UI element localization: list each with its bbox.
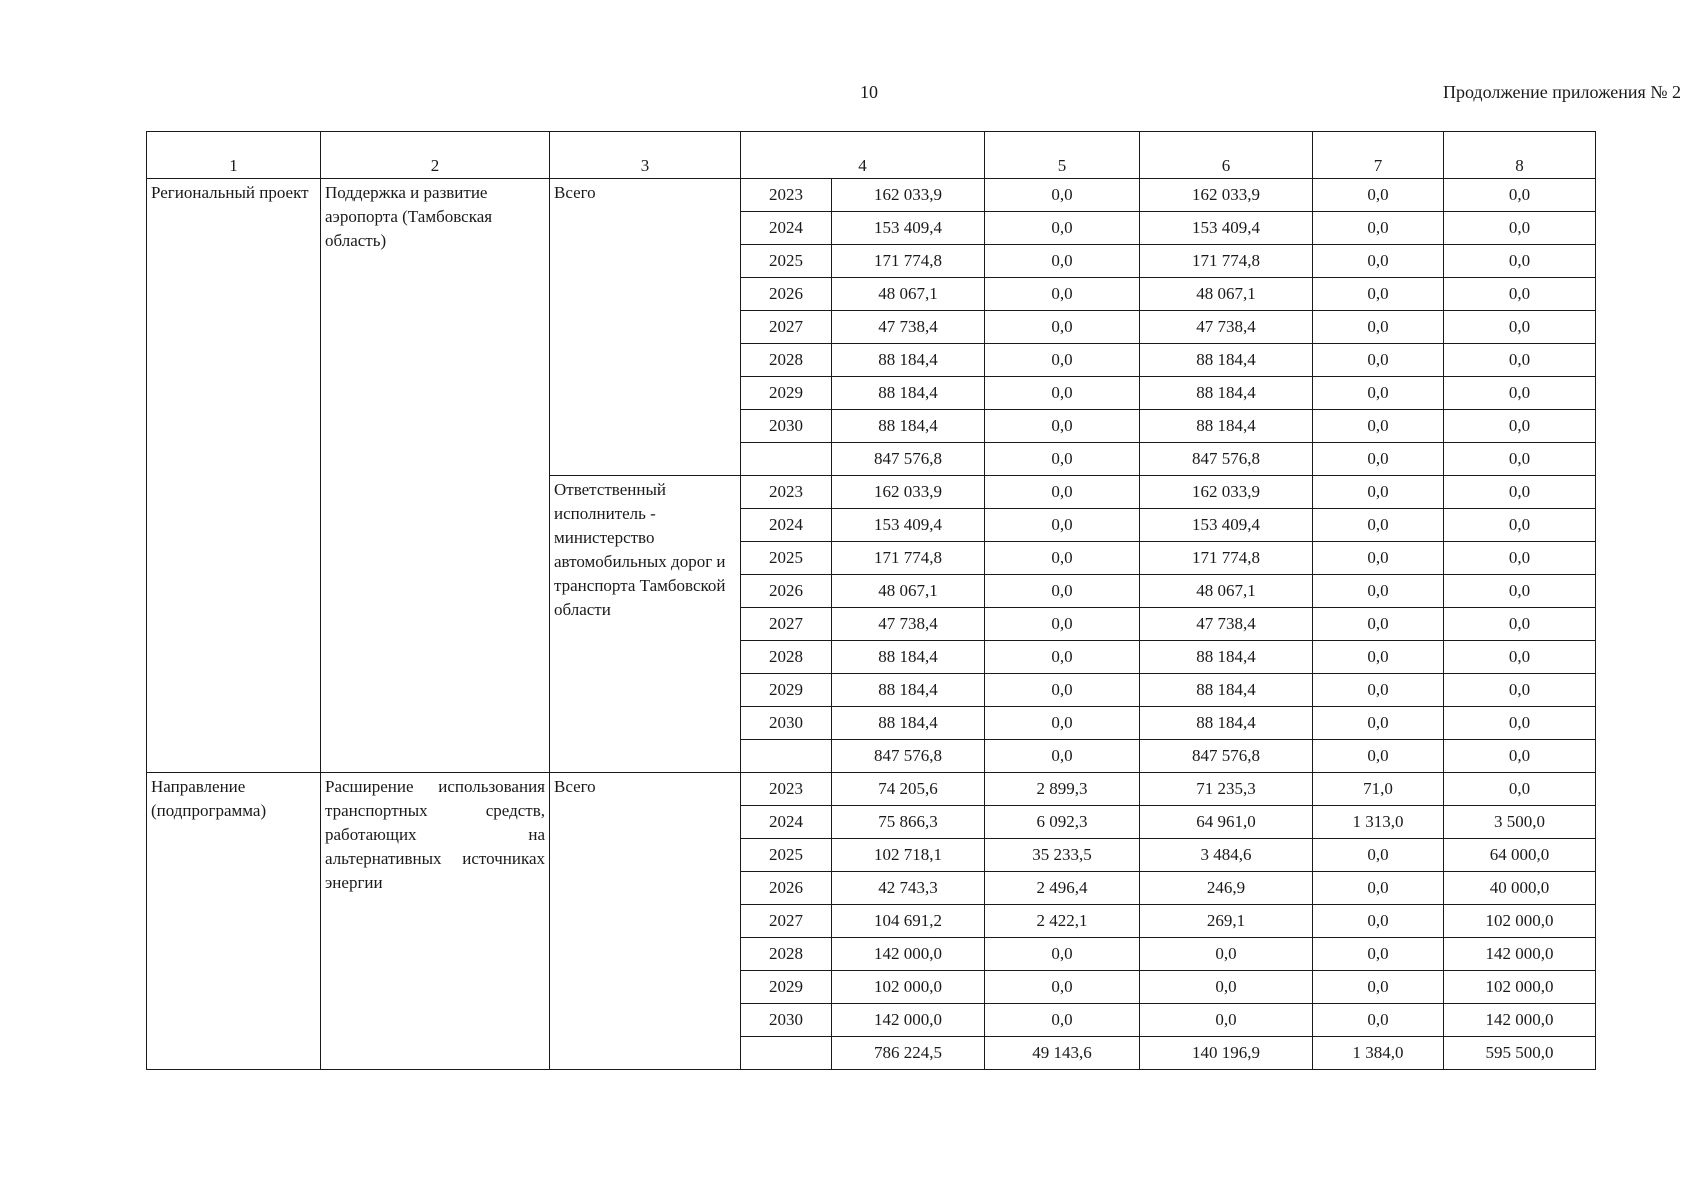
federal-value-cell: 2 422,1 xyxy=(985,905,1140,938)
other-value-cell: 142 000,0 xyxy=(1444,938,1596,971)
total-value-cell: 88 184,4 xyxy=(832,674,985,707)
federal-value-cell: 0,0 xyxy=(985,542,1140,575)
other-value-cell: 0,0 xyxy=(1444,509,1596,542)
total-value-cell: 88 184,4 xyxy=(832,410,985,443)
year-cell: 2027 xyxy=(741,905,832,938)
regional-value-cell: 162 033,9 xyxy=(1140,476,1313,509)
year-cell: 2023 xyxy=(741,179,832,212)
total-value-cell: 48 067,1 xyxy=(832,575,985,608)
column-number: 3 xyxy=(550,132,741,179)
regional-value-cell: 48 067,1 xyxy=(1140,278,1313,311)
other-value-cell: 0,0 xyxy=(1444,608,1596,641)
other-value-cell: 102 000,0 xyxy=(1444,905,1596,938)
regional-value-cell: 269,1 xyxy=(1140,905,1313,938)
year-cell: 2030 xyxy=(741,410,832,443)
total-value-cell: 162 033,9 xyxy=(832,179,985,212)
item-name-cell: Поддержка и развитие аэропорта (Тамбовская область) xyxy=(321,179,550,773)
regional-value-cell: 0,0 xyxy=(1140,938,1313,971)
total-value-cell: 142 000,0 xyxy=(832,1004,985,1037)
total-value-cell: 47 738,4 xyxy=(832,608,985,641)
other-value-cell: 40 000,0 xyxy=(1444,872,1596,905)
total-value-cell: 88 184,4 xyxy=(832,344,985,377)
other-value-cell: 0,0 xyxy=(1444,443,1596,476)
other-value-cell: 595 500,0 xyxy=(1444,1037,1596,1070)
regional-value-cell: 847 576,8 xyxy=(1140,443,1313,476)
item-name-cell: Расширение использования транспортных средств, работающих на альтернативных источниках энергии xyxy=(321,773,550,1070)
federal-value-cell: 49 143,6 xyxy=(985,1037,1140,1070)
regional-value-cell: 171 774,8 xyxy=(1140,245,1313,278)
federal-value-cell: 35 233,5 xyxy=(985,839,1140,872)
regional-value-cell: 71 235,3 xyxy=(1140,773,1313,806)
other-value-cell: 3 500,0 xyxy=(1444,806,1596,839)
item-type-cell: Региональный проект xyxy=(147,179,321,773)
local-value-cell: 0,0 xyxy=(1313,344,1444,377)
year-cell: 2024 xyxy=(741,212,832,245)
other-value-cell: 0,0 xyxy=(1444,674,1596,707)
federal-value-cell: 0,0 xyxy=(985,641,1140,674)
federal-value-cell: 0,0 xyxy=(985,377,1140,410)
local-value-cell: 0,0 xyxy=(1313,641,1444,674)
year-cell: 2027 xyxy=(741,608,832,641)
local-value-cell: 0,0 xyxy=(1313,872,1444,905)
other-value-cell: 0,0 xyxy=(1444,278,1596,311)
year-cell: 2025 xyxy=(741,839,832,872)
total-value-cell: 142 000,0 xyxy=(832,938,985,971)
year-cell: 2024 xyxy=(741,509,832,542)
regional-value-cell: 88 184,4 xyxy=(1140,674,1313,707)
local-value-cell: 0,0 xyxy=(1313,674,1444,707)
other-value-cell: 0,0 xyxy=(1444,773,1596,806)
other-value-cell: 0,0 xyxy=(1444,575,1596,608)
other-value-cell: 0,0 xyxy=(1444,542,1596,575)
total-value-cell: 786 224,5 xyxy=(832,1037,985,1070)
regional-value-cell: 0,0 xyxy=(1140,971,1313,1004)
other-value-cell: 102 000,0 xyxy=(1444,971,1596,1004)
regional-value-cell: 847 576,8 xyxy=(1140,740,1313,773)
local-value-cell: 0,0 xyxy=(1313,839,1444,872)
regional-value-cell: 153 409,4 xyxy=(1140,212,1313,245)
column-number: 7 xyxy=(1313,132,1444,179)
federal-value-cell: 0,0 xyxy=(985,707,1140,740)
year-cell: 2028 xyxy=(741,641,832,674)
year-cell: 2026 xyxy=(741,872,832,905)
local-value-cell: 0,0 xyxy=(1313,245,1444,278)
federal-value-cell: 2 899,3 xyxy=(985,773,1140,806)
other-value-cell: 0,0 xyxy=(1444,311,1596,344)
local-value-cell: 0,0 xyxy=(1313,938,1444,971)
local-value-cell: 0,0 xyxy=(1313,278,1444,311)
year-cell: 2027 xyxy=(741,311,832,344)
total-value-cell: 75 866,3 xyxy=(832,806,985,839)
year-cell xyxy=(741,1037,832,1070)
year-cell: 2023 xyxy=(741,476,832,509)
other-value-cell: 0,0 xyxy=(1444,245,1596,278)
total-value-cell: 153 409,4 xyxy=(832,509,985,542)
local-value-cell: 0,0 xyxy=(1313,707,1444,740)
local-value-cell: 0,0 xyxy=(1313,542,1444,575)
total-value-cell: 104 691,2 xyxy=(832,905,985,938)
year-cell: 2024 xyxy=(741,806,832,839)
total-value-cell: 48 067,1 xyxy=(832,278,985,311)
other-value-cell: 0,0 xyxy=(1444,212,1596,245)
local-value-cell: 1 384,0 xyxy=(1313,1037,1444,1070)
regional-value-cell: 47 738,4 xyxy=(1140,608,1313,641)
local-value-cell: 0,0 xyxy=(1313,377,1444,410)
year-cell xyxy=(741,443,832,476)
regional-value-cell: 48 067,1 xyxy=(1140,575,1313,608)
total-value-cell: 88 184,4 xyxy=(832,377,985,410)
regional-value-cell: 88 184,4 xyxy=(1140,641,1313,674)
total-value-cell: 153 409,4 xyxy=(832,212,985,245)
federal-value-cell: 0,0 xyxy=(985,1004,1140,1037)
other-value-cell: 0,0 xyxy=(1444,476,1596,509)
table-row xyxy=(147,773,1596,806)
federal-value-cell: 0,0 xyxy=(985,938,1140,971)
appendix-continuation-label: Продолжение приложения № 2 xyxy=(1442,82,1681,102)
executor-cell: Всего xyxy=(550,773,741,1070)
column-number: 1 xyxy=(147,132,321,179)
column-number: 6 xyxy=(1140,132,1313,179)
regional-value-cell: 171 774,8 xyxy=(1140,542,1313,575)
total-value-cell: 162 033,9 xyxy=(832,476,985,509)
local-value-cell: 0,0 xyxy=(1313,575,1444,608)
executor-cell: Ответственный исполнитель - министерство автомобильных дорог и транспорта Тамбовской области xyxy=(550,476,741,773)
total-value-cell: 42 743,3 xyxy=(832,872,985,905)
local-value-cell: 0,0 xyxy=(1313,608,1444,641)
year-cell: 2029 xyxy=(741,377,832,410)
total-value-cell: 847 576,8 xyxy=(832,740,985,773)
regional-value-cell: 140 196,9 xyxy=(1140,1037,1313,1070)
federal-value-cell: 0,0 xyxy=(985,740,1140,773)
executor-cell: Всего xyxy=(550,179,741,476)
federal-value-cell: 0,0 xyxy=(985,509,1140,542)
regional-value-cell: 246,9 xyxy=(1140,872,1313,905)
local-value-cell: 0,0 xyxy=(1313,443,1444,476)
regional-value-cell: 88 184,4 xyxy=(1140,410,1313,443)
local-value-cell: 0,0 xyxy=(1313,905,1444,938)
federal-value-cell: 0,0 xyxy=(985,410,1140,443)
other-value-cell: 0,0 xyxy=(1444,641,1596,674)
total-value-cell: 171 774,8 xyxy=(832,542,985,575)
year-cell: 2025 xyxy=(741,542,832,575)
regional-value-cell: 153 409,4 xyxy=(1140,509,1313,542)
year-cell: 2028 xyxy=(741,938,832,971)
column-number: 8 xyxy=(1444,132,1596,179)
federal-value-cell: 0,0 xyxy=(985,179,1140,212)
table-row xyxy=(147,179,1596,212)
year-cell: 2030 xyxy=(741,707,832,740)
regional-value-cell: 162 033,9 xyxy=(1140,179,1313,212)
table-body xyxy=(147,179,1596,1070)
local-value-cell: 0,0 xyxy=(1313,509,1444,542)
year-cell: 2026 xyxy=(741,575,832,608)
year-cell: 2026 xyxy=(741,278,832,311)
federal-value-cell: 0,0 xyxy=(985,674,1140,707)
other-value-cell: 0,0 xyxy=(1444,707,1596,740)
federal-value-cell: 0,0 xyxy=(985,971,1140,1004)
column-number: 5 xyxy=(985,132,1140,179)
local-value-cell: 0,0 xyxy=(1313,971,1444,1004)
federal-value-cell: 0,0 xyxy=(985,476,1140,509)
local-value-cell: 0,0 xyxy=(1313,476,1444,509)
federal-value-cell: 0,0 xyxy=(985,245,1140,278)
page-number: 10 xyxy=(860,82,878,102)
year-cell xyxy=(741,740,832,773)
other-value-cell: 64 000,0 xyxy=(1444,839,1596,872)
column-number-row xyxy=(147,132,1596,179)
regional-value-cell: 88 184,4 xyxy=(1140,707,1313,740)
year-cell: 2028 xyxy=(741,344,832,377)
local-value-cell: 71,0 xyxy=(1313,773,1444,806)
other-value-cell: 0,0 xyxy=(1444,344,1596,377)
year-cell: 2025 xyxy=(741,245,832,278)
item-type-cell: Направление (подпрограмма) xyxy=(147,773,321,1070)
column-number: 4 xyxy=(741,132,985,179)
federal-value-cell: 2 496,4 xyxy=(985,872,1140,905)
local-value-cell: 0,0 xyxy=(1313,410,1444,443)
regional-value-cell: 64 961,0 xyxy=(1140,806,1313,839)
local-value-cell: 0,0 xyxy=(1313,1004,1444,1037)
other-value-cell: 0,0 xyxy=(1444,377,1596,410)
total-value-cell: 102 000,0 xyxy=(832,971,985,1004)
total-value-cell: 74 205,6 xyxy=(832,773,985,806)
federal-value-cell: 0,0 xyxy=(985,344,1140,377)
total-value-cell: 47 738,4 xyxy=(832,311,985,344)
regional-value-cell: 88 184,4 xyxy=(1140,377,1313,410)
total-value-cell: 88 184,4 xyxy=(832,707,985,740)
year-cell: 2030 xyxy=(741,1004,832,1037)
total-value-cell: 102 718,1 xyxy=(832,839,985,872)
local-value-cell: 1 313,0 xyxy=(1313,806,1444,839)
local-value-cell: 0,0 xyxy=(1313,212,1444,245)
federal-value-cell: 0,0 xyxy=(985,212,1140,245)
regional-value-cell: 88 184,4 xyxy=(1140,344,1313,377)
local-value-cell: 0,0 xyxy=(1313,179,1444,212)
year-cell: 2023 xyxy=(741,773,832,806)
federal-value-cell: 0,0 xyxy=(985,278,1140,311)
federal-value-cell: 0,0 xyxy=(985,575,1140,608)
regional-value-cell: 0,0 xyxy=(1140,1004,1313,1037)
federal-value-cell: 0,0 xyxy=(985,608,1140,641)
total-value-cell: 171 774,8 xyxy=(832,245,985,278)
federal-value-cell: 0,0 xyxy=(985,311,1140,344)
column-number: 2 xyxy=(321,132,550,179)
local-value-cell: 0,0 xyxy=(1313,311,1444,344)
regional-value-cell: 3 484,6 xyxy=(1140,839,1313,872)
year-cell: 2029 xyxy=(741,674,832,707)
other-value-cell: 0,0 xyxy=(1444,740,1596,773)
other-value-cell: 0,0 xyxy=(1444,179,1596,212)
local-value-cell: 0,0 xyxy=(1313,740,1444,773)
other-value-cell: 142 000,0 xyxy=(1444,1004,1596,1037)
total-value-cell: 88 184,4 xyxy=(832,641,985,674)
other-value-cell: 0,0 xyxy=(1444,410,1596,443)
federal-value-cell: 6 092,3 xyxy=(985,806,1140,839)
regional-value-cell: 47 738,4 xyxy=(1140,311,1313,344)
year-cell: 2029 xyxy=(741,971,832,1004)
total-value-cell: 847 576,8 xyxy=(832,443,985,476)
federal-value-cell: 0,0 xyxy=(985,443,1140,476)
funding-table xyxy=(146,131,1596,1070)
